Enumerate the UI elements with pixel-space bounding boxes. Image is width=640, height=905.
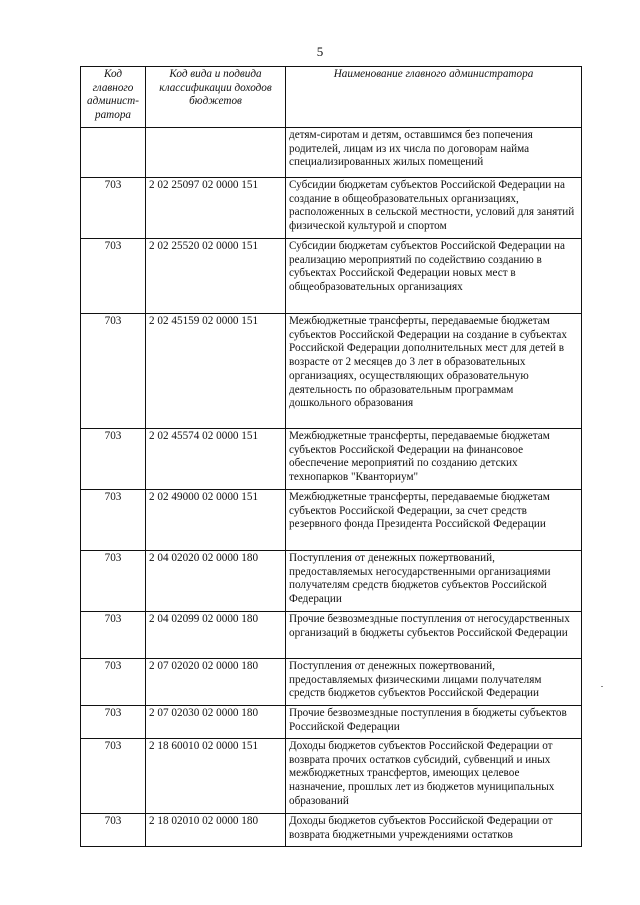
classification-code-cell: 2 02 49000 02 0000 151 [146,490,286,551]
table-row [81,178,582,239]
page-number: 5 [316,44,324,59]
table-row [81,551,582,612]
classification-code-cell: 2 07 02030 02 0000 180 [146,706,286,739]
classification-code-cell: 2 02 45574 02 0000 151 [146,429,286,490]
classification-code-cell [146,128,286,178]
admin-code-cell: 703 [81,490,146,551]
admin-code-cell: 703 [81,814,146,847]
table-row [81,814,582,847]
table-header-row [81,67,582,128]
revenue-classification-table [80,66,582,847]
table-row [81,612,582,659]
table-row [81,314,582,429]
admin-code-cell [81,128,146,178]
admin-name-cell: Поступления от денежных пожертвований, предоставляемых физическими лицами получателям средств бюджетов субъектов Российской Федерации [286,659,582,706]
classification-code-cell: 2 04 02020 02 0000 180 [146,551,286,612]
admin-code-cell: 703 [81,429,146,490]
classification-code-cell: 2 07 02020 02 0000 180 [146,659,286,706]
admin-name-cell: Субсидии бюджетам субъектов Российской Федерации на создание в общеобразовательных организациях, расположенных в сельской местности, условий для занятий физической культурой и спортом [286,178,582,239]
classification-code-cell: 2 18 60010 02 0000 151 [146,739,286,814]
scan-speck [601,686,603,687]
admin-code-cell: 703 [81,739,146,814]
admin-code-cell: 703 [81,706,146,739]
table-row [81,128,582,178]
table-row [81,659,582,706]
admin-name-cell: Межбюджетные трансферты, передаваемые бюджетам субъектов Российской Федерации, за счет средств резервного фонда Президента Российской Федерации [286,490,582,551]
admin-code-cell: 703 [81,612,146,659]
admin-name-cell: Доходы бюджетов субъектов Российской Федерации от возврата прочих остатков субсидий, субвенций и иных межбюджетных трансфертов, имеющих целевое назначение, прошлых лет из бюджетов муниципальных образований [286,739,582,814]
admin-name-cell: Субсидии бюджетам субъектов Российской Федерации на реализацию мероприятий по содействию созданию в субъектах Российской Федерации новых мест в общеобразовательных организациях [286,239,582,314]
admin-name-cell: Межбюджетные трансферты, передаваемые бюджетам субъектов Российской Федерации на создание в субъектах Российской Федерации дополнительных мест для детей в возрасте от 2 месяцев до 3 лет в образовательных организациях, осуществляющих образовательную деятельность по образовательным программам дошкольного образования [286,314,582,429]
admin-name-cell: Прочие безвозмездные поступления от негосударственных организаций в бюджеты субъектов Российской Федерации [286,612,582,659]
table-row [81,706,582,739]
admin-name-cell: Поступления от денежных пожертвований, предоставляемых негосударственными организациями получателям средств бюджетов субъектов Российской Федерации [286,551,582,612]
admin-name-cell: Прочие безвозмездные поступления в бюджеты субъектов Российской Федерации [286,706,582,739]
classification-code-cell: 2 02 25097 02 0000 151 [146,178,286,239]
admin-code-cell: 703 [81,551,146,612]
admin-code-cell: 703 [81,659,146,706]
table-row [81,490,582,551]
table-row [81,429,582,490]
classification-code-cell: 2 04 02099 02 0000 180 [146,612,286,659]
header-classification-code: Код вида и подвида классификации доходов бюджетов [146,67,286,128]
header-admin-name: Наименование главного администратора [286,67,582,128]
classification-code-cell: 2 02 25520 02 0000 151 [146,239,286,314]
admin-name-cell: детям-сиротам и детям, оставшимся без попечения родителей, лицам из их числа по договорам найма специализированных жилых помещений [286,128,582,178]
admin-code-cell: 703 [81,314,146,429]
table-row [81,239,582,314]
classification-code-cell: 2 02 45159 02 0000 151 [146,314,286,429]
header-admin-code: Код главного админист-ратора [81,67,146,128]
admin-name-cell: Доходы бюджетов субъектов Российской Федерации от возврата бюджетными учреждениями остатков [286,814,582,847]
table-row [81,739,582,814]
admin-code-cell: 703 [81,178,146,239]
admin-code-cell: 703 [81,239,146,314]
classification-code-cell: 2 18 02010 02 0000 180 [146,814,286,847]
admin-name-cell: Межбюджетные трансферты, передаваемые бюджетам субъектов Российской Федерации на финансовое обеспечение мероприятий по созданию детских технопарков "Кванториум" [286,429,582,490]
